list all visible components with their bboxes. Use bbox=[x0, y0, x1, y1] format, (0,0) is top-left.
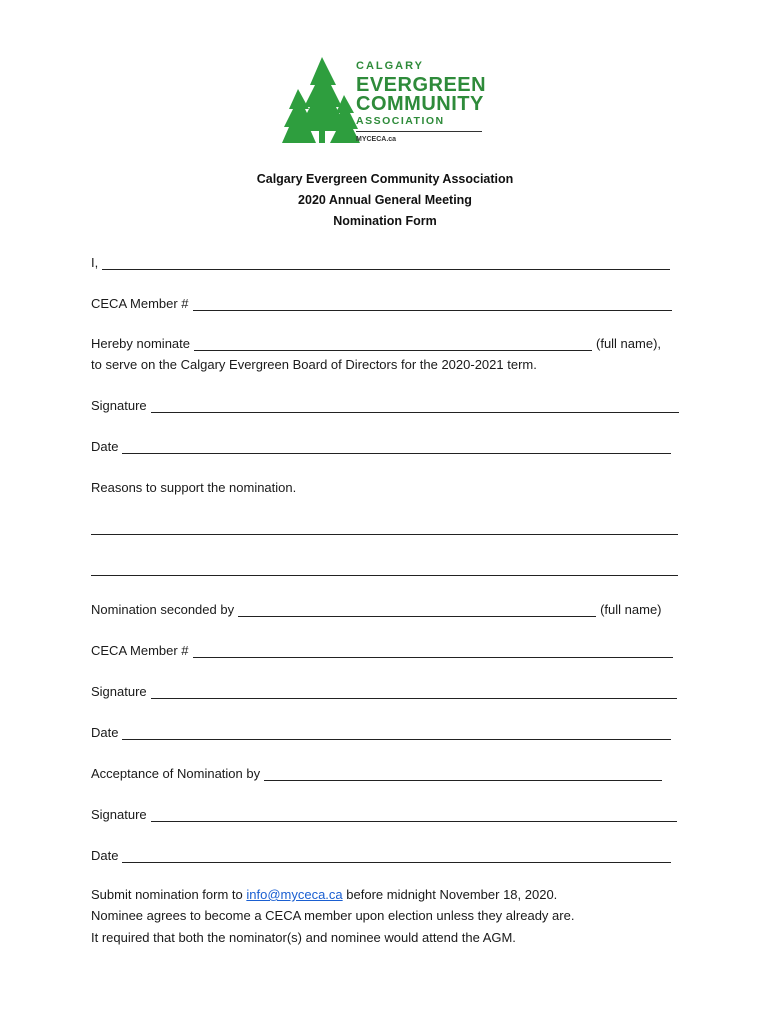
seconder-date-label: Date bbox=[91, 725, 119, 740]
nominator-member-row bbox=[91, 296, 672, 311]
nominee-name-field[interactable] bbox=[194, 337, 592, 351]
seconder-member-field[interactable] bbox=[193, 644, 673, 658]
reasons-line-1[interactable] bbox=[91, 534, 678, 535]
nominator-signature-row bbox=[91, 398, 679, 413]
seconder-date-row bbox=[91, 725, 671, 740]
seconder-member-row bbox=[91, 643, 673, 658]
nominee-date-row bbox=[91, 848, 671, 863]
seconder-member-label: CECA Member # bbox=[91, 643, 189, 658]
submit-prefix: Submit nomination form to bbox=[91, 887, 243, 902]
seconder-signature-label: Signature bbox=[91, 684, 147, 699]
nominator-signature-label: Signature bbox=[91, 398, 147, 413]
reasons-label: Reasons to support the nomination. bbox=[91, 480, 297, 495]
logo-divider bbox=[356, 131, 482, 132]
nominee-date-field[interactable] bbox=[122, 849, 671, 863]
nominator-date-field[interactable] bbox=[122, 440, 671, 454]
submit-suffix: before midnight November 18, 2020. bbox=[346, 887, 558, 902]
logo-line-calgary: CALGARY bbox=[356, 60, 424, 72]
nominator-date-label: Date bbox=[91, 439, 119, 454]
nominee-row bbox=[91, 336, 661, 351]
nominee-signature-field[interactable] bbox=[151, 808, 677, 822]
seconder-row bbox=[91, 602, 662, 617]
nominee-date-label: Date bbox=[91, 848, 119, 863]
membership-note: Nominee agrees to become a CECA member upon election unless they already are. bbox=[91, 908, 575, 923]
submit-instructions bbox=[91, 887, 557, 902]
nominee-signature-row bbox=[91, 807, 677, 822]
nominator-member-field[interactable] bbox=[193, 297, 672, 311]
nominator-member-label: CECA Member # bbox=[91, 296, 189, 311]
acceptance-label: Acceptance of Nomination by bbox=[91, 766, 261, 781]
association-logo bbox=[280, 55, 500, 150]
submit-email-link[interactable]: info@myceca.ca bbox=[246, 887, 343, 902]
reasons-line-2[interactable] bbox=[91, 575, 678, 576]
logo-url: MYCECA.ca bbox=[356, 136, 397, 143]
nominee-fullname-hint: (full name), bbox=[596, 336, 662, 351]
nominee-label: Hereby nominate bbox=[91, 336, 190, 351]
acceptance-row bbox=[91, 766, 662, 781]
nominator-date-row bbox=[91, 439, 671, 454]
nominator-name-field[interactable] bbox=[102, 256, 670, 270]
logo-line-association: ASSOCIATION bbox=[356, 115, 445, 127]
seconder-name-field[interactable] bbox=[238, 603, 596, 617]
nominator-name-row bbox=[91, 255, 670, 270]
seconder-date-field[interactable] bbox=[122, 726, 671, 740]
nominee-signature-label: Signature bbox=[91, 807, 147, 822]
form-title-association: Calgary Evergreen Community Association bbox=[256, 172, 514, 186]
form-title-nomination: Nomination Form bbox=[333, 214, 437, 228]
term-statement: to serve on the Calgary Evergreen Board of Directors for the 2020-2021 term. bbox=[91, 357, 537, 372]
seconder-signature-field[interactable] bbox=[151, 685, 677, 699]
attendance-note: It required that both the nominator(s) and nominee would attend the AGM. bbox=[91, 930, 516, 945]
seconder-signature-row bbox=[91, 684, 677, 699]
acceptance-name-field[interactable] bbox=[264, 767, 662, 781]
nominator-signature-field[interactable] bbox=[151, 399, 679, 413]
form-title-meeting: 2020 Annual General Meeting bbox=[298, 193, 472, 207]
evergreen-trees-icon bbox=[280, 55, 360, 150]
nominator-label: I, bbox=[91, 255, 99, 270]
logo-line-evergreen: EVERGREEN bbox=[356, 74, 487, 96]
logo-line-community: COMMUNITY bbox=[356, 93, 484, 115]
seconder-fullname-hint: (full name) bbox=[600, 602, 662, 617]
seconder-label: Nomination seconded by bbox=[91, 602, 235, 617]
